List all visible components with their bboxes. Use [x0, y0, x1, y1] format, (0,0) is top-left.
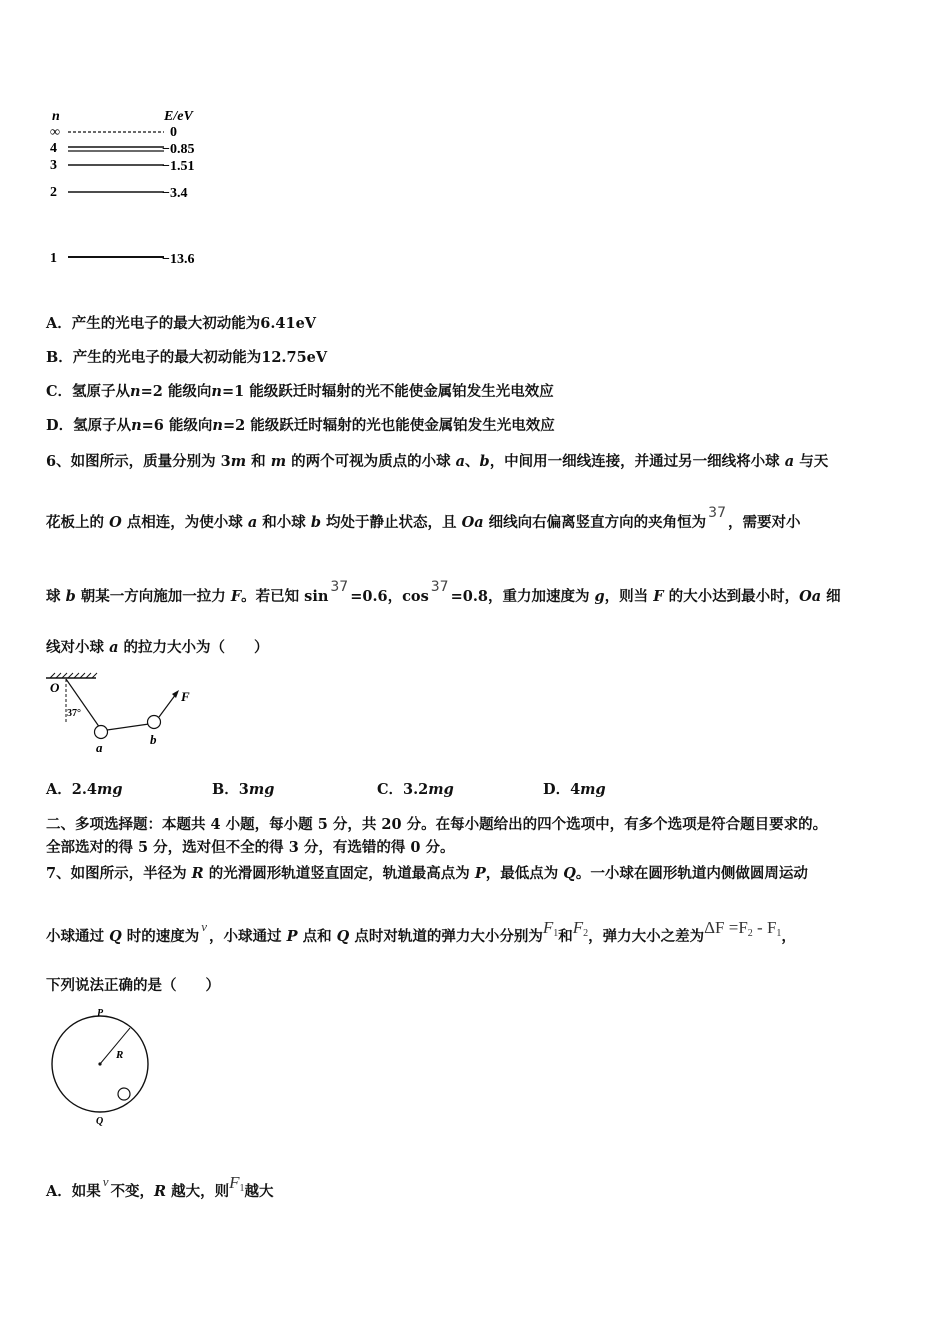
v: b	[310, 514, 321, 531]
velocity-v: v	[102, 1174, 109, 1189]
text: =2 能级跃迁时辐射的光也能使金属铂发生光电效应	[222, 417, 555, 434]
v: F	[653, 588, 664, 605]
angle-37: 37	[330, 579, 349, 595]
v: mg	[580, 781, 606, 798]
var: n	[211, 383, 222, 400]
t: 与天	[794, 453, 829, 470]
t: ，	[781, 928, 796, 945]
t: 均处于静止状态，且	[320, 514, 462, 531]
t: ，最低点为	[485, 865, 564, 882]
level-e-2: −3.4	[162, 186, 188, 201]
t: 点相连，为使小球	[121, 514, 248, 531]
q6-pendulum-figure	[44, 672, 224, 762]
f: F	[229, 1173, 240, 1192]
section2-heading-2: 全部选对的得 5 分，选对但不全的得 3 分，有选错的得 0 分。	[46, 839, 455, 856]
q6-line-2	[46, 505, 801, 532]
s: 2	[583, 928, 589, 939]
t: 。若已知 sin	[241, 588, 329, 605]
text: D．氢原子从	[46, 417, 132, 434]
t: 球	[46, 588, 66, 605]
q5-option-d[interactable]	[46, 414, 555, 435]
v: O	[109, 514, 122, 531]
ball-b	[148, 716, 161, 729]
angle-37: 37	[430, 579, 449, 595]
t: B．3	[212, 781, 249, 798]
q6-line-3	[46, 579, 841, 606]
v: mg	[96, 781, 123, 798]
text: =6 能级向	[141, 417, 213, 434]
q5-option-a[interactable]: A．产生的光电子的最大初动能为6.41eV	[46, 315, 317, 332]
text: =2 能级向	[140, 383, 212, 400]
q5-option-b[interactable]: B．产生的光电子的最大初动能为12.75eV	[46, 349, 328, 366]
t: ，弹力大小之差为	[588, 928, 705, 945]
f: F	[572, 918, 584, 937]
text: =1 能级跃迁时辐射的光不能使金属铂发生光电效应	[221, 383, 554, 400]
string-oa	[66, 679, 100, 728]
s: 2	[747, 928, 753, 939]
t: 时的速度为	[121, 928, 200, 945]
t: 。一小球在圆形轨道内侧做圆周运动	[575, 865, 808, 882]
section2-heading-1: 二、多项选择题：本题共 4 小题，每小题 5 分，共 20 分。在每小题给出的四个选项中，有多个选项是符合题目要求的。	[46, 816, 828, 833]
t: 小球通过	[46, 928, 110, 945]
ball-a	[95, 726, 108, 739]
v: mg	[248, 781, 275, 798]
f: - F	[752, 918, 777, 937]
t: 线对小球	[46, 639, 110, 656]
q6-option-b[interactable]	[212, 778, 274, 799]
level-n-1: 1	[50, 251, 57, 266]
radius-r-label: R	[116, 1049, 124, 1061]
t: 越大	[244, 1183, 274, 1200]
t: 不变，	[110, 1183, 155, 1200]
v: b	[479, 453, 490, 470]
t: C．3.2	[377, 781, 429, 798]
v: F	[230, 588, 242, 605]
level-n-3: 3	[50, 158, 57, 173]
t: ，中间用一细线连接，并通过另一细线将小球	[489, 453, 785, 470]
level-n-2: 2	[50, 185, 57, 200]
t: 点时对轨道的弹力大小分别为	[349, 928, 543, 945]
s: 1	[553, 928, 559, 939]
t: =0.6，cos	[350, 588, 429, 605]
t: 6、如图所示，质量分别为 3	[46, 453, 231, 470]
force-f2	[573, 918, 588, 937]
angle-37-label: 37°	[67, 708, 81, 719]
string-ab	[107, 724, 149, 730]
q7-option-a[interactable]	[46, 1173, 274, 1202]
t: 点和	[297, 928, 337, 945]
v: g	[594, 588, 605, 605]
energy-level-diagram	[40, 105, 270, 275]
q6-line-4	[46, 636, 269, 657]
q6-option-a[interactable]	[46, 778, 122, 799]
angle-37: 37	[708, 505, 726, 521]
t: 细线向右偏离竖直方向的夹角恒为	[483, 514, 707, 531]
t: 的两个可视为质点的小球	[286, 453, 456, 470]
var: n	[212, 417, 223, 434]
t: 的光滑圆形轨道竖直固定，轨道最高点为	[203, 865, 475, 882]
v: P	[474, 865, 486, 882]
radius-line	[100, 1028, 130, 1064]
v: Oa	[799, 588, 822, 605]
var: n	[131, 417, 142, 434]
t: 的大小达到最小时，	[663, 588, 800, 605]
ball-b-label: b	[150, 732, 157, 747]
point-q-label: Q	[96, 1116, 104, 1126]
t: 、	[465, 453, 480, 470]
t: 越大，则	[166, 1183, 230, 1200]
v: Q	[336, 928, 350, 945]
t: D．4	[543, 781, 581, 798]
t: ，则当	[604, 588, 654, 605]
t: ，小球通过	[209, 928, 287, 945]
q7-circle-track-figure	[44, 1006, 164, 1126]
t: 和小球	[257, 514, 311, 531]
v: a	[247, 514, 258, 531]
q5-option-c[interactable]	[46, 380, 554, 401]
v: a	[109, 639, 119, 656]
q7-line-3: 下列说法正确的是（ ）	[46, 977, 220, 994]
t: 细	[821, 588, 841, 605]
q6-option-d[interactable]	[543, 778, 606, 799]
t: =0.8，重力加速度为	[450, 588, 595, 605]
t: 和	[246, 453, 271, 470]
t: A．2.4	[46, 781, 97, 798]
force-f-label: F	[181, 689, 190, 704]
v: Q	[563, 865, 576, 882]
point-o-label: O	[50, 680, 60, 695]
t: 花板上的	[46, 514, 110, 531]
s: 1	[239, 1183, 245, 1194]
f: F	[542, 918, 554, 937]
energy-axis-label: E/eV	[164, 109, 193, 124]
v: a	[784, 453, 795, 470]
v: R	[191, 865, 204, 882]
level-n-4: 4	[50, 141, 57, 156]
level-e-1: −13.6	[162, 252, 195, 267]
delta-f-equation	[704, 918, 781, 937]
level-n-inf: ∞	[50, 125, 60, 140]
ball	[118, 1088, 130, 1100]
v: R	[154, 1183, 167, 1200]
level-e-4: −0.85	[162, 142, 195, 157]
n-axis-label: n	[52, 109, 60, 124]
q6-line-1	[46, 450, 828, 471]
t: ，需要对小	[727, 514, 801, 531]
force-f-arrow	[159, 694, 176, 717]
t: A．如果	[46, 1183, 101, 1200]
text: C．氢原子从	[46, 383, 131, 400]
t: 朝某一方向施加一拉力	[75, 588, 231, 605]
velocity-v: v	[201, 919, 208, 934]
level-e-3: −1.51	[162, 159, 195, 174]
v: Q	[109, 928, 122, 945]
force-f1	[543, 918, 558, 937]
v: mg	[428, 781, 454, 798]
v: a	[455, 453, 466, 470]
point-p-label: P	[97, 1008, 104, 1019]
q7-line-1	[46, 862, 808, 883]
s: 1	[776, 928, 782, 939]
f: ΔF =F	[704, 918, 748, 937]
v: P	[286, 928, 298, 945]
force-f1	[229, 1173, 244, 1192]
t: 的拉力大小为（ ）	[118, 639, 269, 656]
level-e-inf: 0	[170, 125, 177, 140]
q6-option-c[interactable]	[377, 778, 454, 799]
var: n	[130, 383, 141, 400]
v: m	[230, 453, 247, 470]
v: m	[270, 453, 287, 470]
arrow-head-icon	[172, 690, 179, 698]
q7-line-2	[46, 918, 796, 947]
ball-a-label: a	[96, 740, 103, 755]
v: b	[65, 588, 76, 605]
t: 7、如图所示，半径为	[46, 865, 192, 882]
t: 和	[558, 928, 573, 945]
v: Oa	[461, 514, 484, 531]
